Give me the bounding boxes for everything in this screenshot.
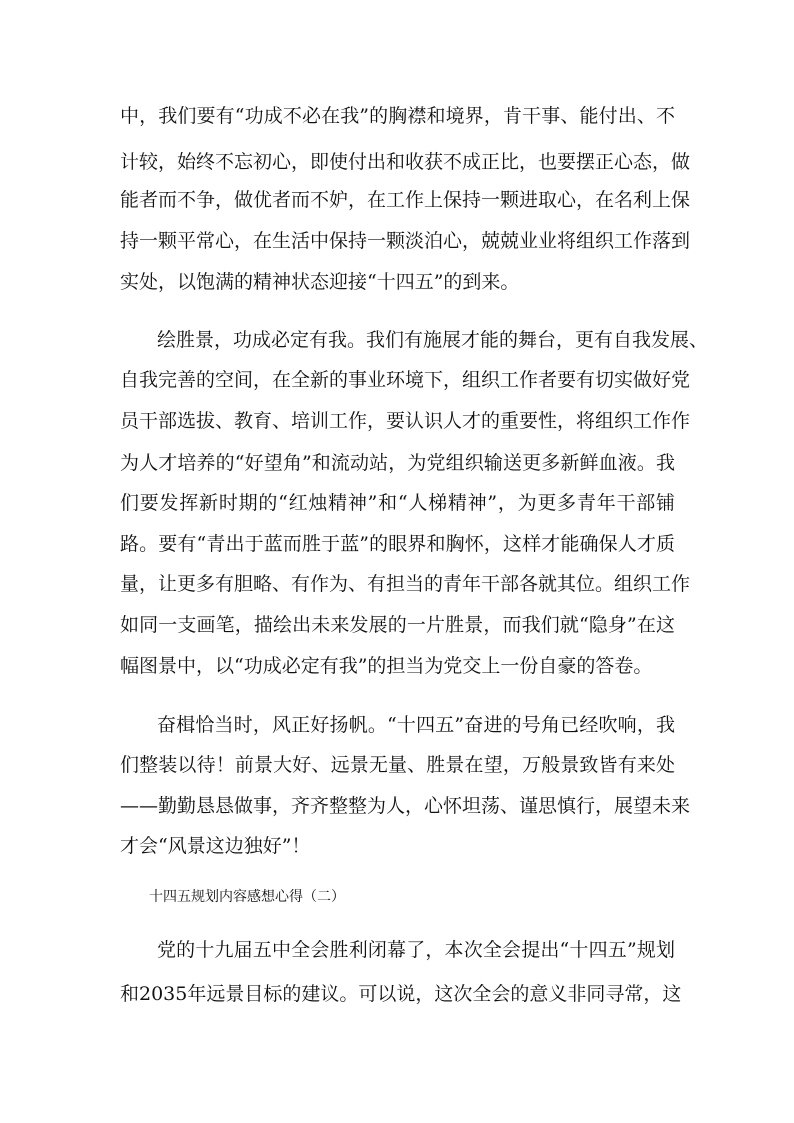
paragraph-2-line-8: 如同一支画笔，描绘出未来发展的一片胜景，而我们就“隐身”在这 [120, 614, 675, 636]
paragraph-2-line-3: 员干部选拔、教育、培训工作，要认识人才的重要性，将组织工作作 [120, 410, 691, 432]
paragraph-3-line-3: ——勤勤恳恳做事，齐齐整整为人，心怀坦荡、谨思慎行，展望未来 [120, 795, 691, 817]
paragraph-2-line-2: 自我完善的空间，在全新的事业环境下，组织工作者要有切实做好党 [120, 369, 691, 391]
paragraph-1-line-5: 实处，以饱满的精神状态迎接“十四五”的到来。 [120, 271, 520, 293]
section-subheading: 十四五规划内容感想心得（二） [149, 889, 345, 905]
paragraph-2-line-9: 幅图景中，以“功成必定有我”的担当为党交上一份自豪的答卷。 [120, 655, 653, 677]
paragraph-4-line-1: 党的十九届五中全会胜利闭幕了，本次全会提出“十四五”规划 [157, 939, 675, 961]
paragraph-2-line-1: 绘胜景，功成必定有我。我们有施展才能的舞台，更有自我发展、 [157, 329, 709, 351]
paragraph-1-line-2: 计较，始终不忘初心，即使付出和收获不成正比，也要摆正心态，做 [120, 151, 691, 173]
paragraph-2-line-4: 为人才培养的“好望角”和流动站，为党组织输送更多新鲜血液。我 [120, 452, 675, 474]
paragraph-3-line-1: 奋楫恰当时，风正好扬帆。“十四五”奋进的号角已经吹响，我 [157, 714, 675, 736]
paragraph-2-line-7: 量，让更多有胆略、有作为、有担当的青年干部各就其位。组织工作 [120, 573, 691, 595]
paragraph-1-line-4: 持一颗平常心，在生活中保持一颗淡泊心，兢兢业业将组织工作落到 [120, 230, 691, 252]
paragraph-3-line-4: 才会“风景这边独好”！ [120, 835, 311, 857]
paragraph-1-line-3: 能者而不争，做优者而不妒，在工作上保持一颗进取心，在名利上保 [120, 189, 691, 211]
paragraph-2-line-5: 们要发挥新时期的“红烛精神”和“人梯精神”，为更多青年干部铺 [120, 492, 675, 514]
paragraph-4-line-2: 和2035年远景目标的建议。可以说，这次全会的意义非同寻常，这 [120, 983, 682, 1005]
paragraph-1-line-1: 中，我们要有“功成不必在我”的胸襟和境界，肯干事、能付出、不 [120, 105, 675, 127]
paragraph-2-line-6: 路。要有“青出于蓝而胜于蓝”的眼界和胸怀，这样才能确保人才质 [120, 533, 675, 555]
paragraph-3-line-2: 们整装以待！前景大好、远景无量、胜景在望，万般景致皆有来处 [120, 754, 675, 776]
